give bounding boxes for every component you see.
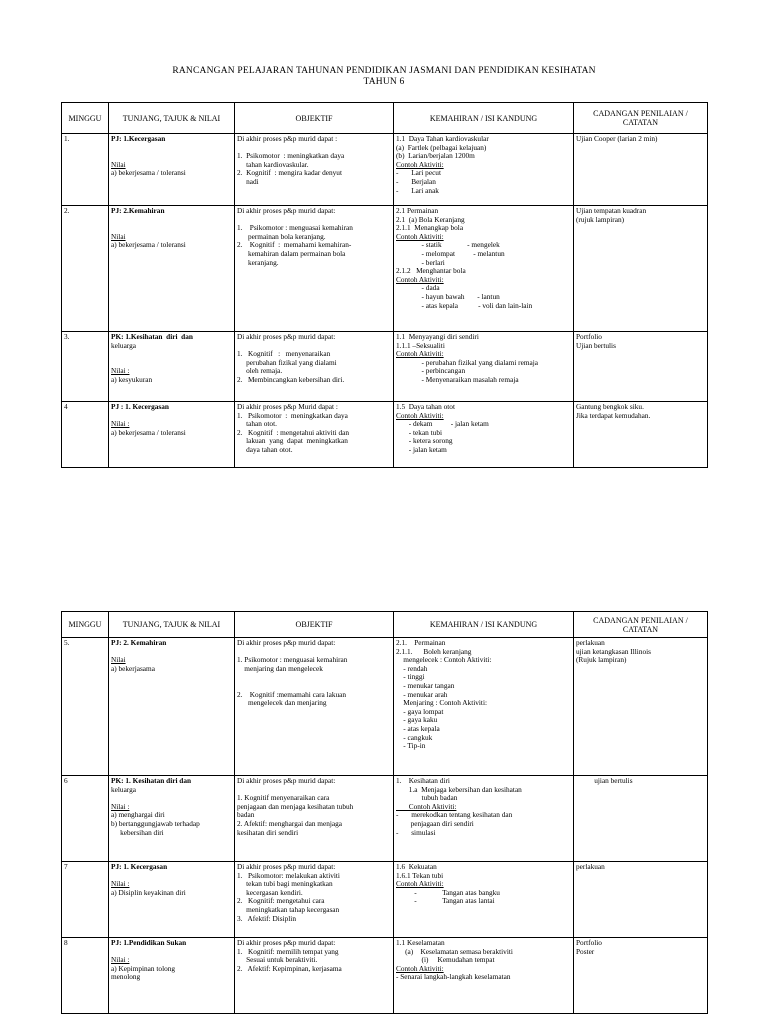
cell-line: - Lari anak (396, 185, 439, 195)
cell-minggu: 7 (62, 862, 109, 938)
cell-line: (Rujuk lampiran) (576, 655, 627, 665)
cell-line (111, 216, 232, 225)
cell-line: keluarga (111, 340, 136, 350)
cell-line: Di akhir proses p&p murid dapat: (237, 206, 336, 215)
cell-line: - melompat - melantun (396, 248, 505, 258)
cell-line: - tekan tubi (396, 427, 443, 437)
cell-line: - rendah (396, 663, 428, 673)
cell-line: - Tangan atas bangku (396, 887, 500, 897)
cell-line: Di akhir proses p&p murid dapat: (237, 776, 336, 785)
cell-line: daya tahan otot. (237, 444, 293, 454)
title-line-2: TAHUN 6 (363, 77, 405, 87)
cell-catatan (574, 862, 708, 938)
cell-line: Ujian tempatan kuadran (576, 206, 647, 215)
cell-line (111, 412, 232, 421)
cell-kemahiran (394, 134, 574, 206)
cell-minggu: 3. (62, 332, 109, 402)
cell-line (111, 359, 232, 368)
cell-kemahiran (394, 638, 574, 776)
cell-tunjang (109, 862, 235, 938)
cell-objektif (235, 332, 394, 402)
cell-catatan (574, 134, 708, 206)
cell-kemahiran (394, 332, 574, 402)
cell-objektif (235, 206, 394, 332)
cell-line: a) menghargai diri (111, 810, 165, 820)
cell-line: (a) Keselamatan semasa beraktiviti (396, 946, 513, 956)
cell-line: - statik - mengelek (396, 240, 500, 250)
cell-line: tekan tubi bagi meningkatkan (237, 879, 333, 889)
cell-minggu: 2. (62, 206, 109, 332)
cell-line: penjagaan diri sendiri (396, 818, 474, 828)
cell-line (111, 152, 232, 161)
table-row (62, 134, 708, 206)
plan-table-2 (61, 611, 708, 1014)
cell-objektif (235, 938, 394, 1014)
cell-catatan (574, 938, 708, 1014)
cell-kemahiran (394, 862, 574, 938)
cell-line: - dada (396, 283, 440, 293)
cell-line: perlakuan (576, 638, 605, 647)
cell-line (111, 350, 232, 359)
cell-line: PK: 1. Kesihatan diri dan (111, 776, 192, 785)
cell-tunjang (109, 134, 235, 206)
cell-line: tahan kardiovaskular. (237, 159, 309, 169)
header-tunjang: TUNJANG, TAJUK & NILAI (109, 103, 235, 134)
cell-line: Di akhir proses p&p murid dapat: (237, 332, 336, 341)
cell-line: - hayun bawah - lantun (396, 291, 500, 301)
cell-objektif (235, 862, 394, 938)
cell-line: Nilai : (111, 955, 130, 965)
cell-line: PJ: 2.Kemahiran (111, 206, 165, 215)
cell-line: a) bekerjesama / toleransi (111, 240, 186, 250)
table-row (62, 776, 708, 862)
cell-line: PK: 1.Kesihatan diri dan (111, 332, 193, 341)
cell-line: Contoh Aktiviti: (396, 274, 444, 284)
cell-line: Gantung bengkok siku. (576, 402, 644, 411)
cell-minggu: 8 (62, 938, 109, 1014)
header-tunjang: TUNJANG, TAJUK & NILAI (109, 612, 235, 638)
cell-line: - dekam - jalan ketam (396, 419, 489, 429)
cell-line: 1.6.1 Tekan tubi (396, 870, 444, 880)
cell-line: 2. Kognitif : mengira kadar denyut (237, 168, 342, 178)
cell-line: badan (237, 810, 255, 820)
table-row (62, 402, 708, 468)
table-header-row (62, 103, 708, 134)
cell-line: Di akhir proses p&p murid dapat: (237, 938, 336, 947)
cell-line: - Menyenaraikan masalah remaja (396, 374, 519, 384)
cell-line: 1.5 Daya tahan otot (396, 402, 455, 411)
cell-line: perlakuan (576, 862, 605, 871)
cell-line: 3. Afektif: Disiplin (237, 913, 296, 923)
cell-tunjang (109, 938, 235, 1014)
cell-line (111, 648, 232, 657)
cell-line: a) bekerjesama / toleransi (111, 427, 186, 437)
cell-line: 1. Kognitif : menyenaraikan (237, 349, 331, 359)
cell-line: keluarga (111, 784, 136, 794)
table-row (62, 206, 708, 332)
cell-line: Nilai (111, 655, 126, 665)
cell-line: perubahan fizikal yang dialami (237, 357, 337, 367)
cell-line: mengelecek dan menjaring (237, 698, 327, 708)
cell-line: Nilai : (111, 419, 130, 429)
title-line-1: RANCANGAN PELAJARAN TAHUNAN PENDIDIKAN JASMANI DAN PENDIDIKAN KESIHATAN (172, 66, 596, 76)
cell-line: Di akhir proses p&p murid dapat: (237, 638, 336, 647)
cell-line: Nilai (111, 231, 126, 241)
cell-line: - perbincangan (396, 366, 466, 376)
header-minggu: MINGGU (62, 103, 109, 134)
cell-line: PJ: 1.Pendidikan Sukan (111, 938, 187, 947)
cell-tunjang (109, 402, 235, 468)
cell-objektif (235, 134, 394, 206)
cell-line: 2.1 (a) Bola Keranjang (396, 214, 465, 224)
cell-catatan (574, 776, 708, 862)
cell-line: Contoh Aktiviti: (396, 410, 444, 420)
cell-line: Nilai (111, 159, 126, 169)
cell-line: - Berjalan (396, 176, 436, 186)
cell-line: 1. Kognitif: memilih tempat yang (237, 946, 339, 956)
cell-minggu: 5. (62, 638, 109, 776)
cell-line: 1. Psikomotor: melakukan aktiviti (237, 870, 340, 880)
cell-line: 1.1 Menyayangi diri sendiri (396, 332, 479, 341)
header-minggu: MINGGU (62, 612, 109, 638)
cell-line: Contoh Aktiviti: (396, 231, 444, 241)
cell-objektif (235, 402, 394, 468)
table-body-2 (62, 638, 708, 1014)
cell-line: Nilai : (111, 801, 130, 811)
cell-line: - jalan ketam (396, 444, 447, 454)
cell-line: permainan bola keranjang. (237, 231, 326, 241)
cell-line: - atas kepala - voli dan lain-lain (396, 300, 533, 310)
cell-line: (rujuk lampiran) (576, 214, 625, 224)
cell-line: PJ : 1. Kecergasan (111, 402, 169, 411)
cell-tunjang (109, 638, 235, 776)
cell-tunjang (109, 776, 235, 862)
cell-catatan (574, 402, 708, 468)
cell-line: 2.1.1 Menangkap bola (396, 223, 464, 233)
cell-line: 1.1 Daya Tahan kardiovaskular (396, 134, 489, 143)
cell-line (111, 794, 232, 803)
cell-minggu: 4 (62, 402, 109, 468)
cell-line: Contoh Aktiviti: (396, 349, 444, 359)
cell-line: a) kesyukuran (111, 374, 153, 384)
header-objektif: OBJEKTIF (235, 103, 394, 134)
cell-line: - merekodkan tentang kesihatan dan (396, 810, 513, 820)
header-catatan: CADANGAN PENILAIAN / CATATAN (574, 103, 708, 134)
cell-tunjang (109, 206, 235, 332)
cell-line: kemahiran dalam permainan bola (237, 248, 346, 258)
cell-line: Sesuai untuk beraktiviti. (237, 955, 318, 965)
table-body-1 (62, 134, 708, 468)
cell-line: 2. Afektif: Kepimpinan, kerjasama (237, 963, 342, 973)
cell-line: Ujian bertulis (576, 340, 616, 350)
cell-line: meningkatkan tahap kecergasan (237, 904, 340, 914)
cell-line: Nilai : (111, 366, 130, 376)
cell-kemahiran (394, 206, 574, 332)
cell-line: 1.6 Kekuatan (396, 862, 437, 871)
header-kemahiran: KEMAHIRAN / ISI KANDUNG (394, 103, 574, 134)
cell-line: a) Disiplin keyakinan diri (111, 887, 186, 897)
cell-line: - gaya kaku (396, 715, 438, 725)
cell-minggu: 1. (62, 134, 109, 206)
cell-tunjang (109, 332, 235, 402)
cell-line: 1. Psikomotor : menguasai kemahiran (237, 223, 353, 233)
cell-catatan (574, 638, 708, 776)
cell-line: - simulasi (396, 827, 436, 837)
cell-line: a) Kepimpinan tolong (111, 963, 176, 973)
cell-line: 2. Kognitif :memamahi cara lakuan (237, 689, 347, 699)
cell-objektif (235, 638, 394, 776)
cell-line: - ketera sorong (396, 436, 453, 446)
cell-catatan (574, 206, 708, 332)
cell-line: (b) Larian/berjalan 1200m (396, 151, 475, 161)
cell-line: 1. Psikomotor : meningkatkan daya (237, 410, 348, 420)
plan-table-1 (61, 102, 708, 468)
cell-line: - menukar tangan (396, 680, 455, 690)
cell-line: - cangkuk (396, 732, 433, 742)
cell-line: Portfolio (576, 938, 602, 947)
cell-line: 2.1. Permainan (396, 638, 446, 647)
table-row (62, 862, 708, 938)
cell-line: 1. Kesihatan diri (396, 776, 450, 785)
cell-line: Nilai : (111, 879, 130, 889)
cell-line: ujian ketangkasan Illinois (576, 646, 651, 656)
cell-line (111, 144, 232, 153)
cell-line: 1. Psikomotor : meningkatkan daya (237, 151, 345, 161)
cell-line: Poster (576, 946, 595, 956)
cell-line: b) bertanggungjawab terhadap (111, 818, 200, 828)
cell-line: - atas kepala (396, 723, 440, 733)
cell-line: keranjang. (237, 257, 279, 267)
header-objektif: OBJEKTIF (235, 612, 394, 638)
cell-line: Di akhir proses p&p Murid dapat : (237, 402, 338, 411)
cell-line: PJ: 1.Kecergasan (111, 134, 166, 143)
header-kemahiran: KEMAHIRAN / ISI KANDUNG (394, 612, 574, 638)
cell-line: penjagaan dan menjaga kesihatan tubuh (237, 801, 354, 811)
cell-minggu: 6 (62, 776, 109, 862)
cell-line: tubuh badan (396, 793, 458, 803)
cell-line: Di akhir proses p&p murid dapat: (237, 862, 336, 871)
table-row (62, 938, 708, 1014)
cell-line: oleh remaja. (237, 366, 283, 376)
cell-line: 2. Membincangkan kebersihan diri. (237, 374, 345, 384)
cell-line (237, 673, 391, 682)
cell-line: Menjaring : Contoh Aktiviti: (396, 698, 488, 708)
cell-line: lakuan yang dapat meningkatkan (237, 436, 348, 446)
cell-line: - Tip-in (396, 741, 426, 751)
header-catatan: CADANGAN PENILAIAN / CATATAN (574, 612, 708, 638)
cell-line: Contoh Aktiviti: (396, 159, 444, 169)
page-title (0, 66, 768, 88)
cell-line: 2.1.2 Menghantar bola (396, 266, 466, 276)
cell-line: Contoh Aktiviti: (396, 963, 444, 973)
cell-line: - Senarai langkah-langkah keselamatan (396, 972, 511, 982)
cell-line: 2.1 Permainan (396, 206, 439, 215)
cell-line: - menukar arah (396, 689, 448, 699)
cell-line: ujian bertulis (576, 776, 633, 785)
cell-line: Contoh Aktiviti: (396, 879, 444, 889)
cell-kemahiran (394, 402, 574, 468)
cell-line: 1. Psikomotor : menguasai kemahiran (237, 655, 348, 665)
cell-line: kecergasan kendiri. (237, 887, 303, 897)
cell-line: kebersihan diri (111, 827, 164, 837)
cell-catatan (574, 332, 708, 402)
cell-line: a) bekerjasama (111, 663, 155, 673)
cell-line: - gaya lompat (396, 706, 444, 716)
cell-line: - berlari (396, 257, 445, 267)
cell-line: PJ: 1. Kecergasan (111, 862, 168, 871)
cell-line: - Lari pecut (396, 168, 441, 178)
cell-line: - perubahan fizikal yang dialami remaja (396, 357, 539, 367)
cell-line (111, 224, 232, 233)
cell-line: tahan otot. (237, 419, 277, 429)
cell-line: 1.a Menjaga kebersihan dan kesihatan (396, 784, 522, 794)
cell-line: menjaring dan mengelecek (237, 663, 323, 673)
cell-line: kesihatan diri sendiri (237, 827, 299, 837)
cell-line: 2. Kognitif : mengetahui aktiviti dan (237, 427, 350, 437)
cell-line (111, 872, 232, 881)
cell-line: Ujian Cooper (larian 2 min) (576, 134, 658, 143)
cell-line: 2. Kognitif : memahami kemahiran- (237, 240, 352, 250)
cell-line: menolong (111, 972, 141, 982)
cell-line: a) bekerjesama / toleransi (111, 168, 186, 178)
cell-kemahiran (394, 938, 574, 1014)
cell-line: nadi (237, 176, 259, 186)
cell-line (111, 948, 232, 957)
cell-line: Contoh Aktiviti: (396, 801, 457, 811)
cell-line: Portfolio (576, 332, 602, 341)
cell-line: (a) Fartlek (pelbagai kelajuan) (396, 142, 487, 152)
cell-line: 2. Afektif: menghargai dan menjaga (237, 818, 343, 828)
cell-line: 1.1.1 –Seksualiti (396, 340, 445, 350)
cell-line: (i) Kemudahan tempat (396, 955, 495, 965)
cell-line: Jika terdapat kemudahan. (576, 410, 651, 420)
table-row (62, 332, 708, 402)
cell-line: 1.1 Keselamatan (396, 938, 445, 947)
table-row (62, 638, 708, 776)
cell-line: PJ: 2. Kemahiran (111, 638, 167, 647)
cell-line: - Tangan atas lantai (396, 896, 495, 906)
cell-line: mengelecek : Contoh Aktiviti: (396, 655, 492, 665)
cell-line: - tinggi (396, 672, 425, 682)
cell-objektif (235, 776, 394, 862)
cell-line: 2.1.1. Boleh keranjang (396, 646, 472, 656)
cell-line: 1. Kognitif menyenaraikan cara (237, 793, 330, 803)
table-header-row (62, 612, 708, 638)
cell-line: 2. Kognitif: mengetahui cara (237, 896, 325, 906)
cell-kemahiran (394, 776, 574, 862)
cell-line: Di akhir proses p&p murid dapat : (237, 134, 338, 143)
